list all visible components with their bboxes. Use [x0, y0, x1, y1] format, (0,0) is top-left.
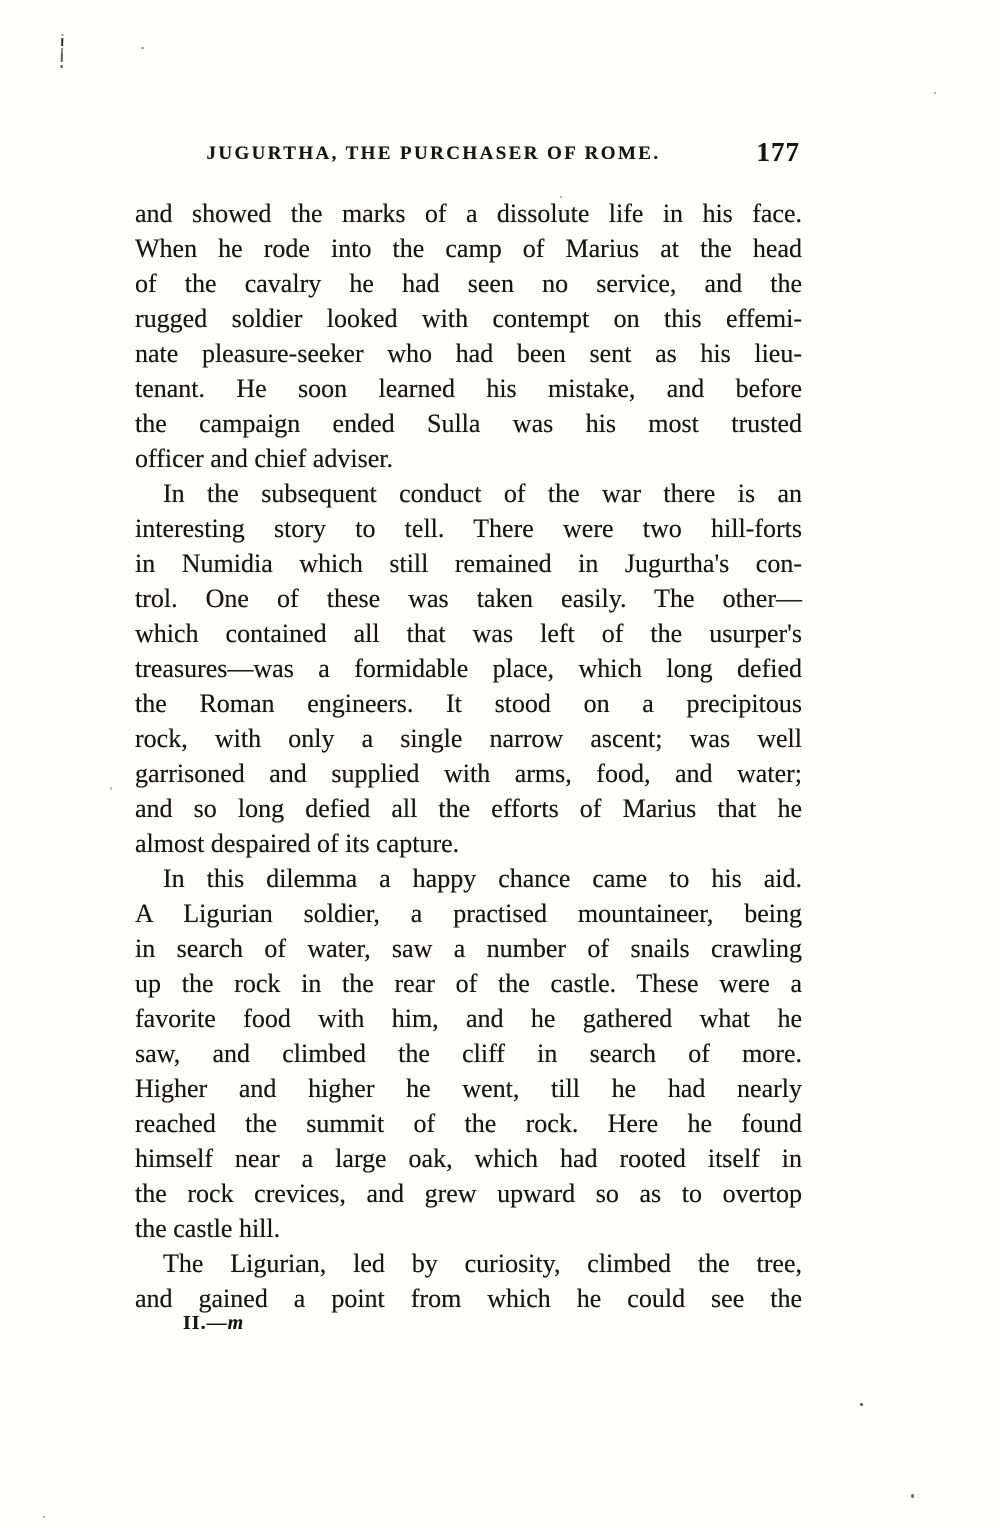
text-line: the rock crevices, and grew upward so as to overtop [135, 1179, 802, 1208]
text-line: up the rock in the rear of the castle. These were a [135, 969, 802, 998]
signature-letter: m [227, 1312, 244, 1334]
page-number: 177 [756, 137, 800, 167]
text-line: and showed the marks of a dissolute life in his face. [135, 199, 802, 228]
text-line: reached the summit of the rock. Here he found [135, 1109, 802, 1138]
text-line: almost despaired of its capture. [135, 829, 460, 858]
signature-volume: II.— [183, 1312, 228, 1334]
paragraph [135, 476, 802, 861]
scan-speck [860, 1403, 863, 1406]
body-text [135, 196, 802, 1316]
text-line: saw, and climbed the cliff in search of more. [135, 1039, 802, 1068]
scan-speck [110, 787, 112, 790]
paragraph [135, 196, 802, 476]
text-line: in Numidia which still remained in Jugurtha's con- [135, 549, 802, 578]
paragraph [135, 861, 802, 1246]
scan-speck [43, 1516, 45, 1518]
text-line: and so long defied all the efforts of Marius that he [135, 794, 802, 823]
text-line: When he rode into the camp of Marius at the head [135, 234, 802, 263]
scan-speck [911, 1494, 914, 1498]
text-line: favorite food with him, and he gathered what he [135, 1004, 802, 1033]
text-line: In this dilemma a happy chance came to his aid. [163, 864, 802, 893]
text-line: tenant. He soon learned his mistake, and before [135, 374, 802, 403]
text-line: of the cavalry he had seen no service, and the [135, 269, 802, 298]
text-line: garrisoned and supplied with arms, food, and water; [135, 759, 802, 788]
paragraph [135, 1246, 802, 1316]
text-line: interesting story to tell. There were two hill-forts [135, 514, 802, 543]
scan-speck [141, 47, 144, 49]
text-line: The Ligurian, led by curiosity, climbed the tree, [163, 1249, 802, 1278]
text-line: which contained all that was left of the usurper's [135, 619, 802, 648]
text-line: rugged soldier looked with contempt on this effemi- [135, 304, 802, 333]
text-line: in search of water, saw a number of snails crawling [135, 934, 802, 963]
text-line: Higher and higher he went, till he had nearly [135, 1074, 802, 1103]
text-line: A Ligurian soldier, a practised mountaineer, being [135, 899, 802, 928]
text-line: himself near a large oak, which had rooted itself in [135, 1144, 802, 1173]
text-line: officer and chief adviser. [135, 444, 393, 473]
printer-signature [183, 1312, 243, 1335]
text-line: rock, with only a single narrow ascent; was well [135, 724, 802, 753]
scan-speck [934, 92, 936, 94]
running-header [135, 137, 802, 173]
text-line: trol. One of these was taken easily. The other— [135, 584, 802, 613]
text-line: the Roman engineers. It stood on a precipitous [135, 689, 802, 718]
text-line: nate pleasure-seeker who had been sent as his lieu- [135, 339, 802, 368]
scan-scratch-mark [61, 34, 64, 68]
text-line: In the subsequent conduct of the war there is an [163, 479, 802, 508]
text-line: and gained a point from which he could see the [135, 1284, 802, 1313]
text-line: treasures—was a formidable place, which long defied [135, 654, 802, 683]
text-line: the castle hill. [135, 1214, 281, 1243]
running-title: JUGURTHA, THE PURCHASER OF ROME. [206, 143, 661, 164]
text-line: the campaign ended Sulla was his most trusted [135, 409, 802, 438]
